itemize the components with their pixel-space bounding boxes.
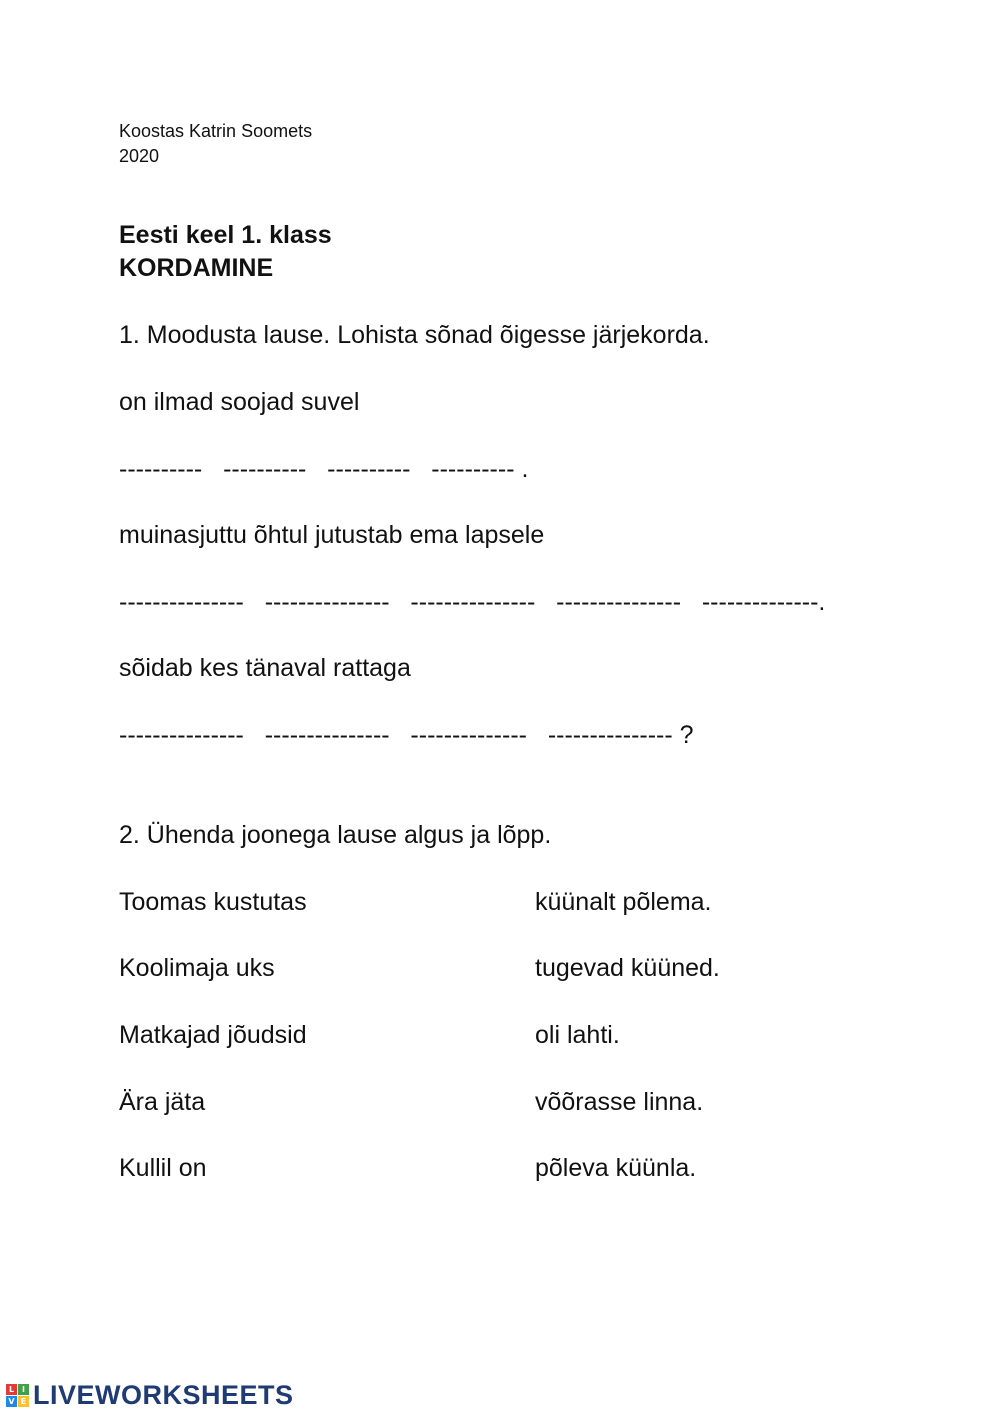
- match-left-3[interactable]: Matkajad jõudsid: [119, 1021, 307, 1049]
- exercise1-blanks-1[interactable]: ---------- ---------- ---------- ---------- .: [119, 455, 529, 483]
- year-text: 2020: [119, 146, 160, 166]
- author-text: Koostas Katrin Soomets: [119, 121, 313, 141]
- exercise1-words-3: sõidab kes tänaval rattaga: [119, 654, 411, 682]
- match-right-4[interactable]: võõrasse linna.: [535, 1088, 704, 1116]
- match-left-4[interactable]: Ära jäta: [119, 1088, 206, 1116]
- logo-text: LIVEWORKSHEETS: [33, 1380, 294, 1410]
- exercise1-blanks-2[interactable]: --------------- --------------- --------------- --------------- --------------.: [119, 588, 826, 616]
- liveworksheets-logo[interactable]: [6, 1380, 294, 1410]
- exercise2-instruction: 2. Ühenda joonega lause algus ja lõpp.: [119, 821, 552, 849]
- exercise1-instruction: 1. Moodusta lause. Lohista sõnad õigesse järjekorda.: [119, 321, 710, 349]
- match-right-3[interactable]: oli lahti.: [535, 1021, 620, 1049]
- logo-block-v: V: [6, 1396, 17, 1407]
- match-left-2[interactable]: Koolimaja uks: [119, 954, 275, 982]
- logo-block-i: I: [18, 1384, 29, 1395]
- match-right-1[interactable]: küünalt põlema.: [535, 888, 712, 916]
- exercise1-blanks-3[interactable]: --------------- --------------- -------------- --------------- ?: [119, 721, 694, 749]
- exercise1-words-2: muinasjuttu õhtul jutustab ema lapsele: [119, 521, 545, 549]
- worksheet-title: Eesti keel 1. klass: [119, 221, 332, 249]
- exercise1-words-1: on ilmad soojad suvel: [119, 388, 360, 416]
- match-left-1[interactable]: Toomas kustutas: [119, 888, 307, 916]
- match-left-5[interactable]: Kullil on: [119, 1154, 207, 1182]
- match-right-5[interactable]: põleva küünla.: [535, 1154, 697, 1182]
- match-right-2[interactable]: tugevad küüned.: [535, 954, 720, 982]
- logo-blocks-icon: [6, 1384, 29, 1407]
- worksheet-subtitle: KORDAMINE: [119, 254, 274, 282]
- logo-block-l: L: [6, 1384, 17, 1395]
- logo-block-e: E: [18, 1396, 29, 1407]
